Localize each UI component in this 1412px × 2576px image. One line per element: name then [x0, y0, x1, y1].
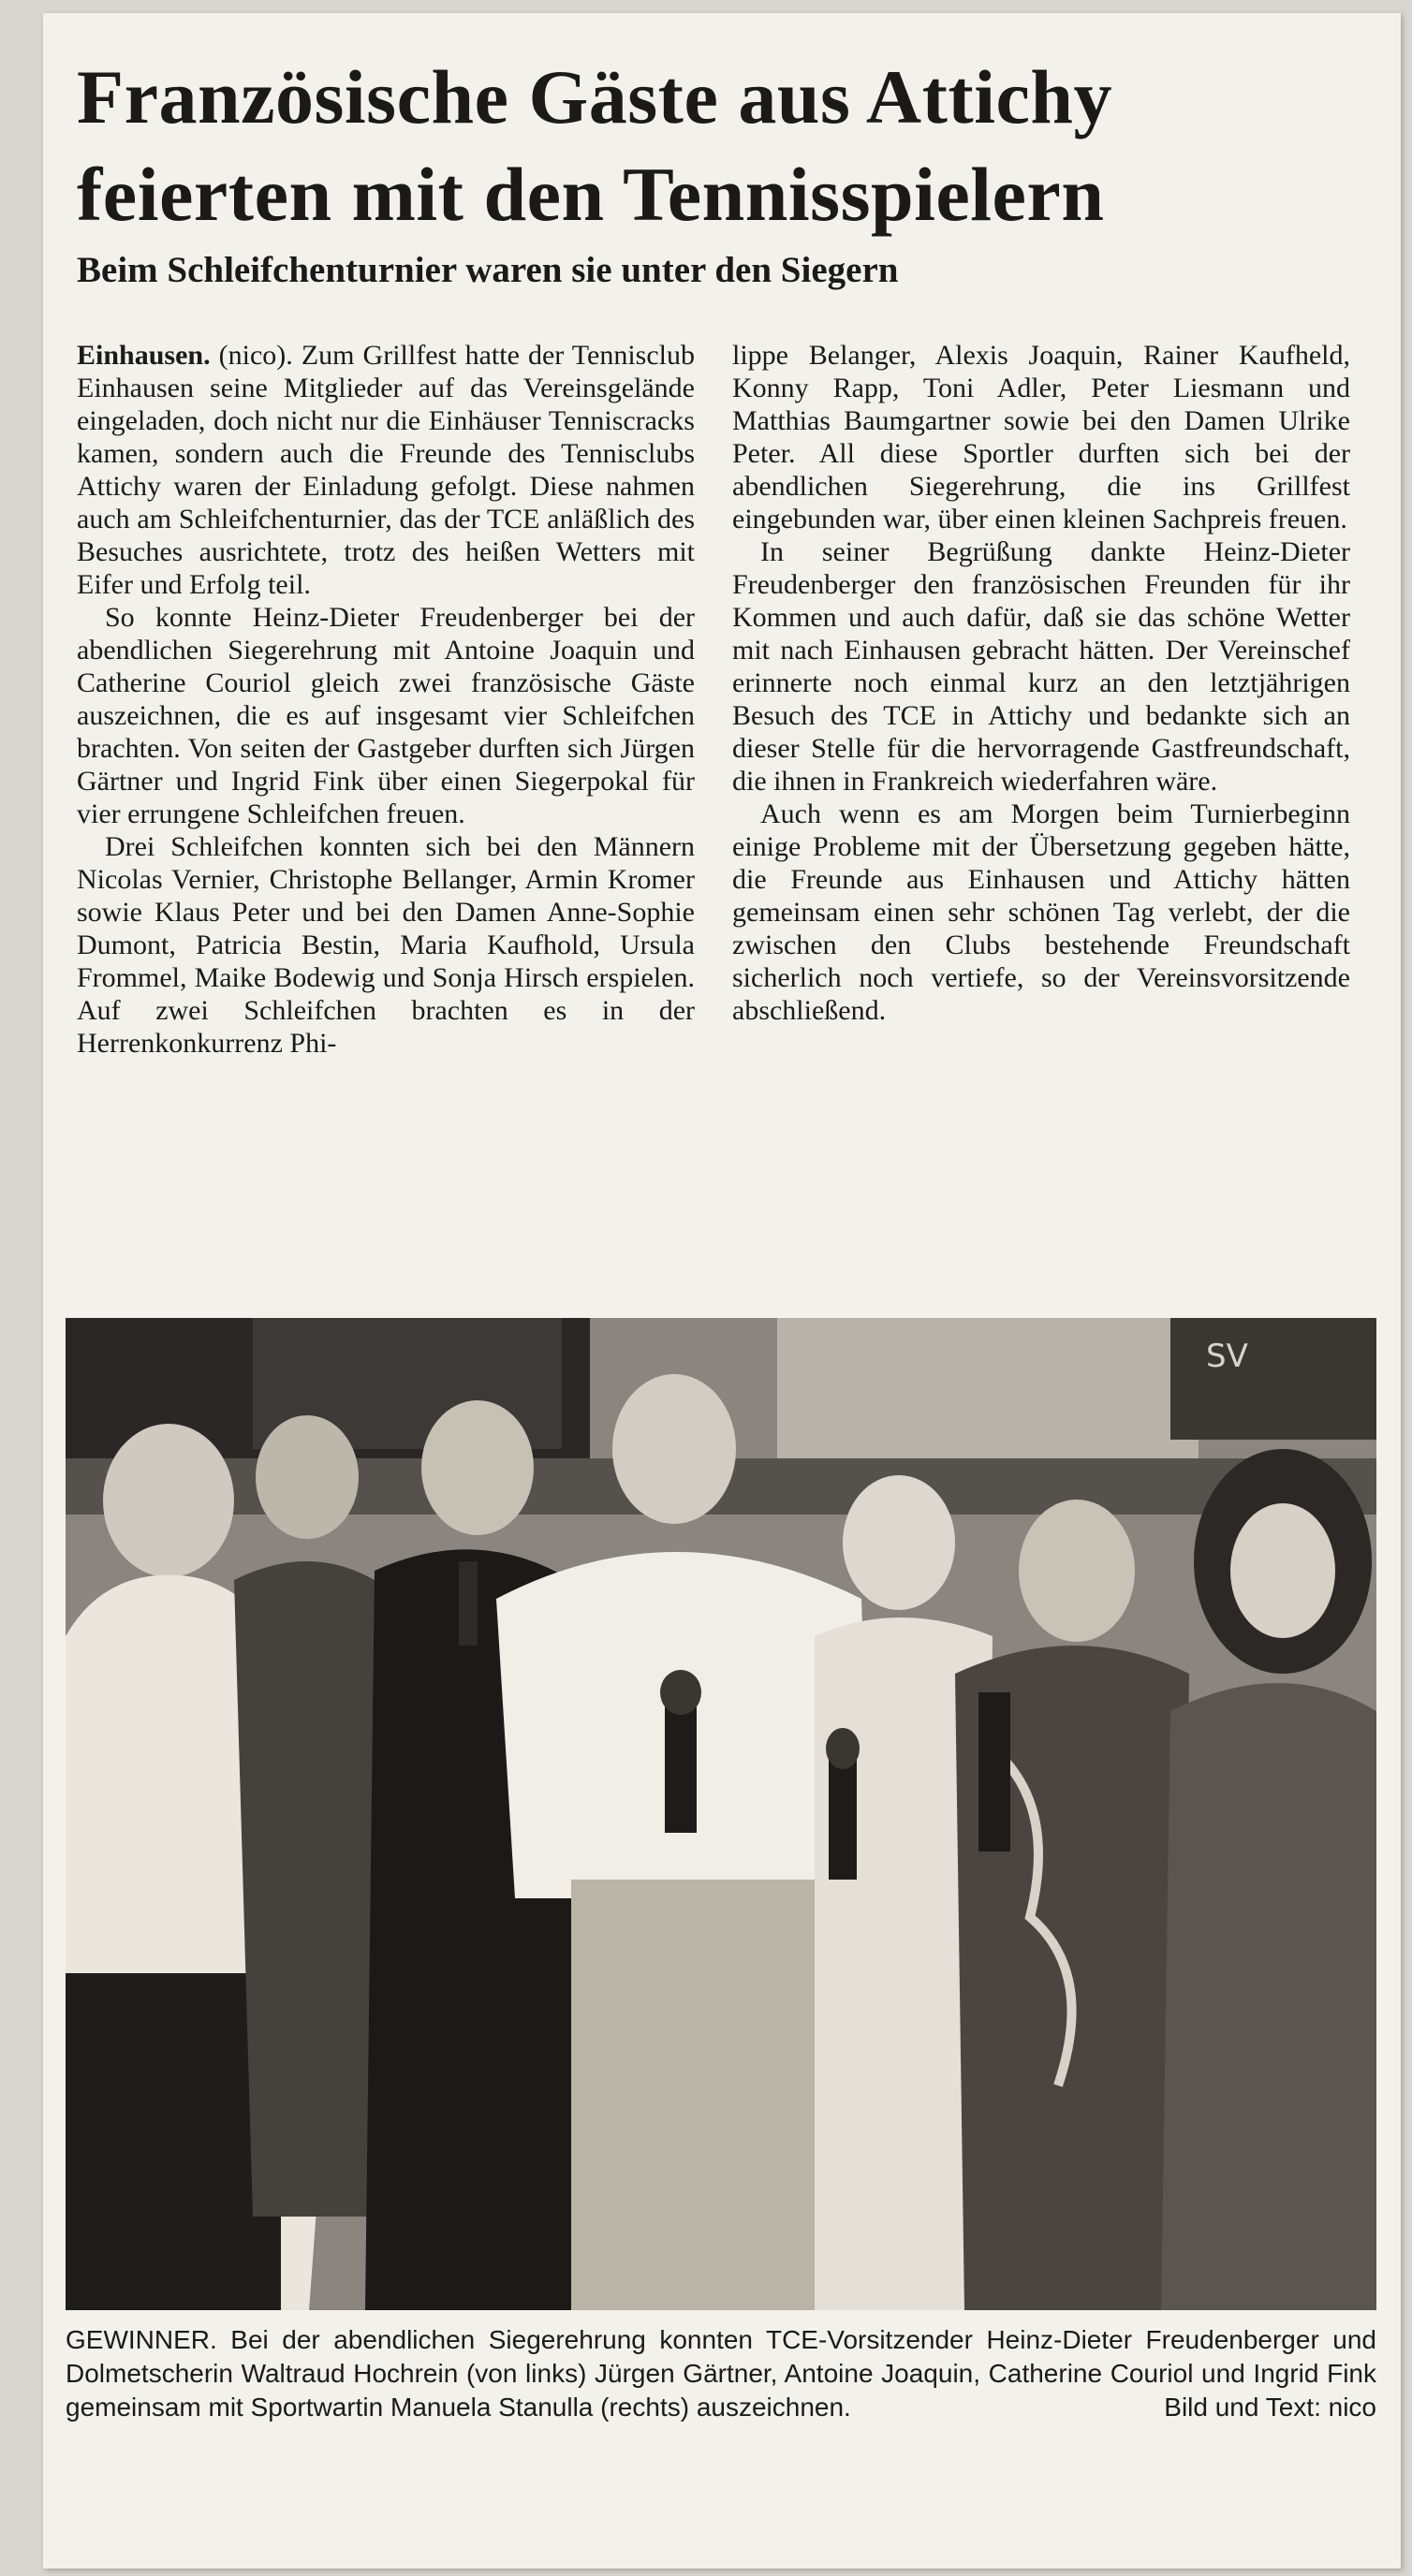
wall-sign-text: SV: [1206, 1338, 1248, 1375]
paragraph-4: lippe Belanger, Alexis Joaquin, Rainer Kaufheld, Konny Rapp, Toni Adler, Peter Liesmann und Matthias Baumgartner sowie bei den Damen Ulrike Peter. All diese Sportler durften sich bei der abendlichen Siegerehrung, die ins Grillfest eingebunden war, über einen kleinen Sachpreis freuen.: [732, 340, 1350, 534]
group-photo: [66, 1318, 1376, 2310]
group-photo-illustration: [66, 1318, 1376, 2310]
column-left: [77, 339, 695, 1312]
article-body: [77, 339, 1350, 1312]
paragraph-2: So konnte Heinz-Dieter Freudenberger bei der abendlichen Siegerehrung mit Antoine Joaquin und Catherine Couriol gleich zwei französische Gäste auszeichnen, die es auf insgesamt vier Schleifchen brachten. Von seiten der Gastgeber durften sich Jürgen Gärtner und Ingrid Fink über einen Siegerpokal für vier errungene Schleifchen freuen.: [77, 602, 695, 829]
paragraph-5: In seiner Begrüßung dankte Heinz-Dieter Freudenberger den französischen Freunden für ihr Kommen und auch dafür, daß sie das schöne Wetter mit nach Einhausen gebracht hätten. Der Vereinschef erinnerte noch einmal kurz an den letztjährigen Besuch des TCE in Attichy und bedankte sich an dieser Stelle für die hervorragende Gastfreundschaft, die ihnen in Frankreich wiederfahren wäre.: [732, 536, 1350, 797]
paragraph-1: [77, 339, 695, 601]
photo-credit: Bild und Text: nico: [1164, 2393, 1376, 2422]
caption-lead: GEWINNER.: [66, 2325, 217, 2354]
caption-text: Bei der abendlichen Siegerehrung konnten TCE-Vorsitzender Heinz-Dieter Freudenberger und Dolmetscherin Waltraud Hochrein (von links) Jürgen Gärtner, Antoine Joaquin, Catherine Couriol und Ingrid Fink gemeinsam mit Sportwartin Manuela Stanulla (rechts) auszeichnen.: [66, 2325, 1376, 2422]
newspaper-clipping: [43, 13, 1401, 2569]
headline: Französische Gäste aus Attichy feierten mit den Tennisspielern: [77, 54, 1112, 237]
paragraph-6: Auch wenn es am Morgen beim Turnierbeginn einige Probleme mit der Übersetzung gegeben hätte, die Freunde aus Einhausen und Attichy hätten gemeinsam einen sehr schönen Tag verlebt, der die zwischen den Clubs bestehende Freundschaft sicherlich noch vertiefe, so der Vereinsvorsitzende abschließend.: [732, 798, 1350, 1026]
dateline: Einhausen.: [77, 340, 211, 371]
column-right: [732, 339, 1350, 1312]
subheadline: Beim Schleifchenturnier waren sie unter den Siegern: [77, 250, 899, 290]
paragraph-3: Drei Schleifchen konnten sich bei den Männern Nicolas Vernier, Christophe Bellanger, Armin Kromer sowie Klaus Peter und bei den Damen Anne-Sophie Dumont, Patricia Bestin, Maria Kaufhold, Ursula Frommel, Maike Bodewig und Sonja Hirsch erspielen. Auf zwei Schleifchen brachten es in der Herrenkonkurrenz Phi-: [77, 831, 695, 1059]
paragraph-1-text: (nico). Zum Grillfest hatte der Tennisclub Einhausen seine Mitglieder auf das Vereinsgelände eingeladen, doch nicht nur die Einhäuser Tenniscracks kamen, sondern auch die Freunde des Tennisclubs Attichy waren der Einladung gefolgt. Diese nahmen auch am Schleifchenturnier, das der TCE anläßlich des Besuches ausrichtete, trotz des heißen Wetters mit Eifer und Erfolg teil.: [77, 340, 695, 600]
